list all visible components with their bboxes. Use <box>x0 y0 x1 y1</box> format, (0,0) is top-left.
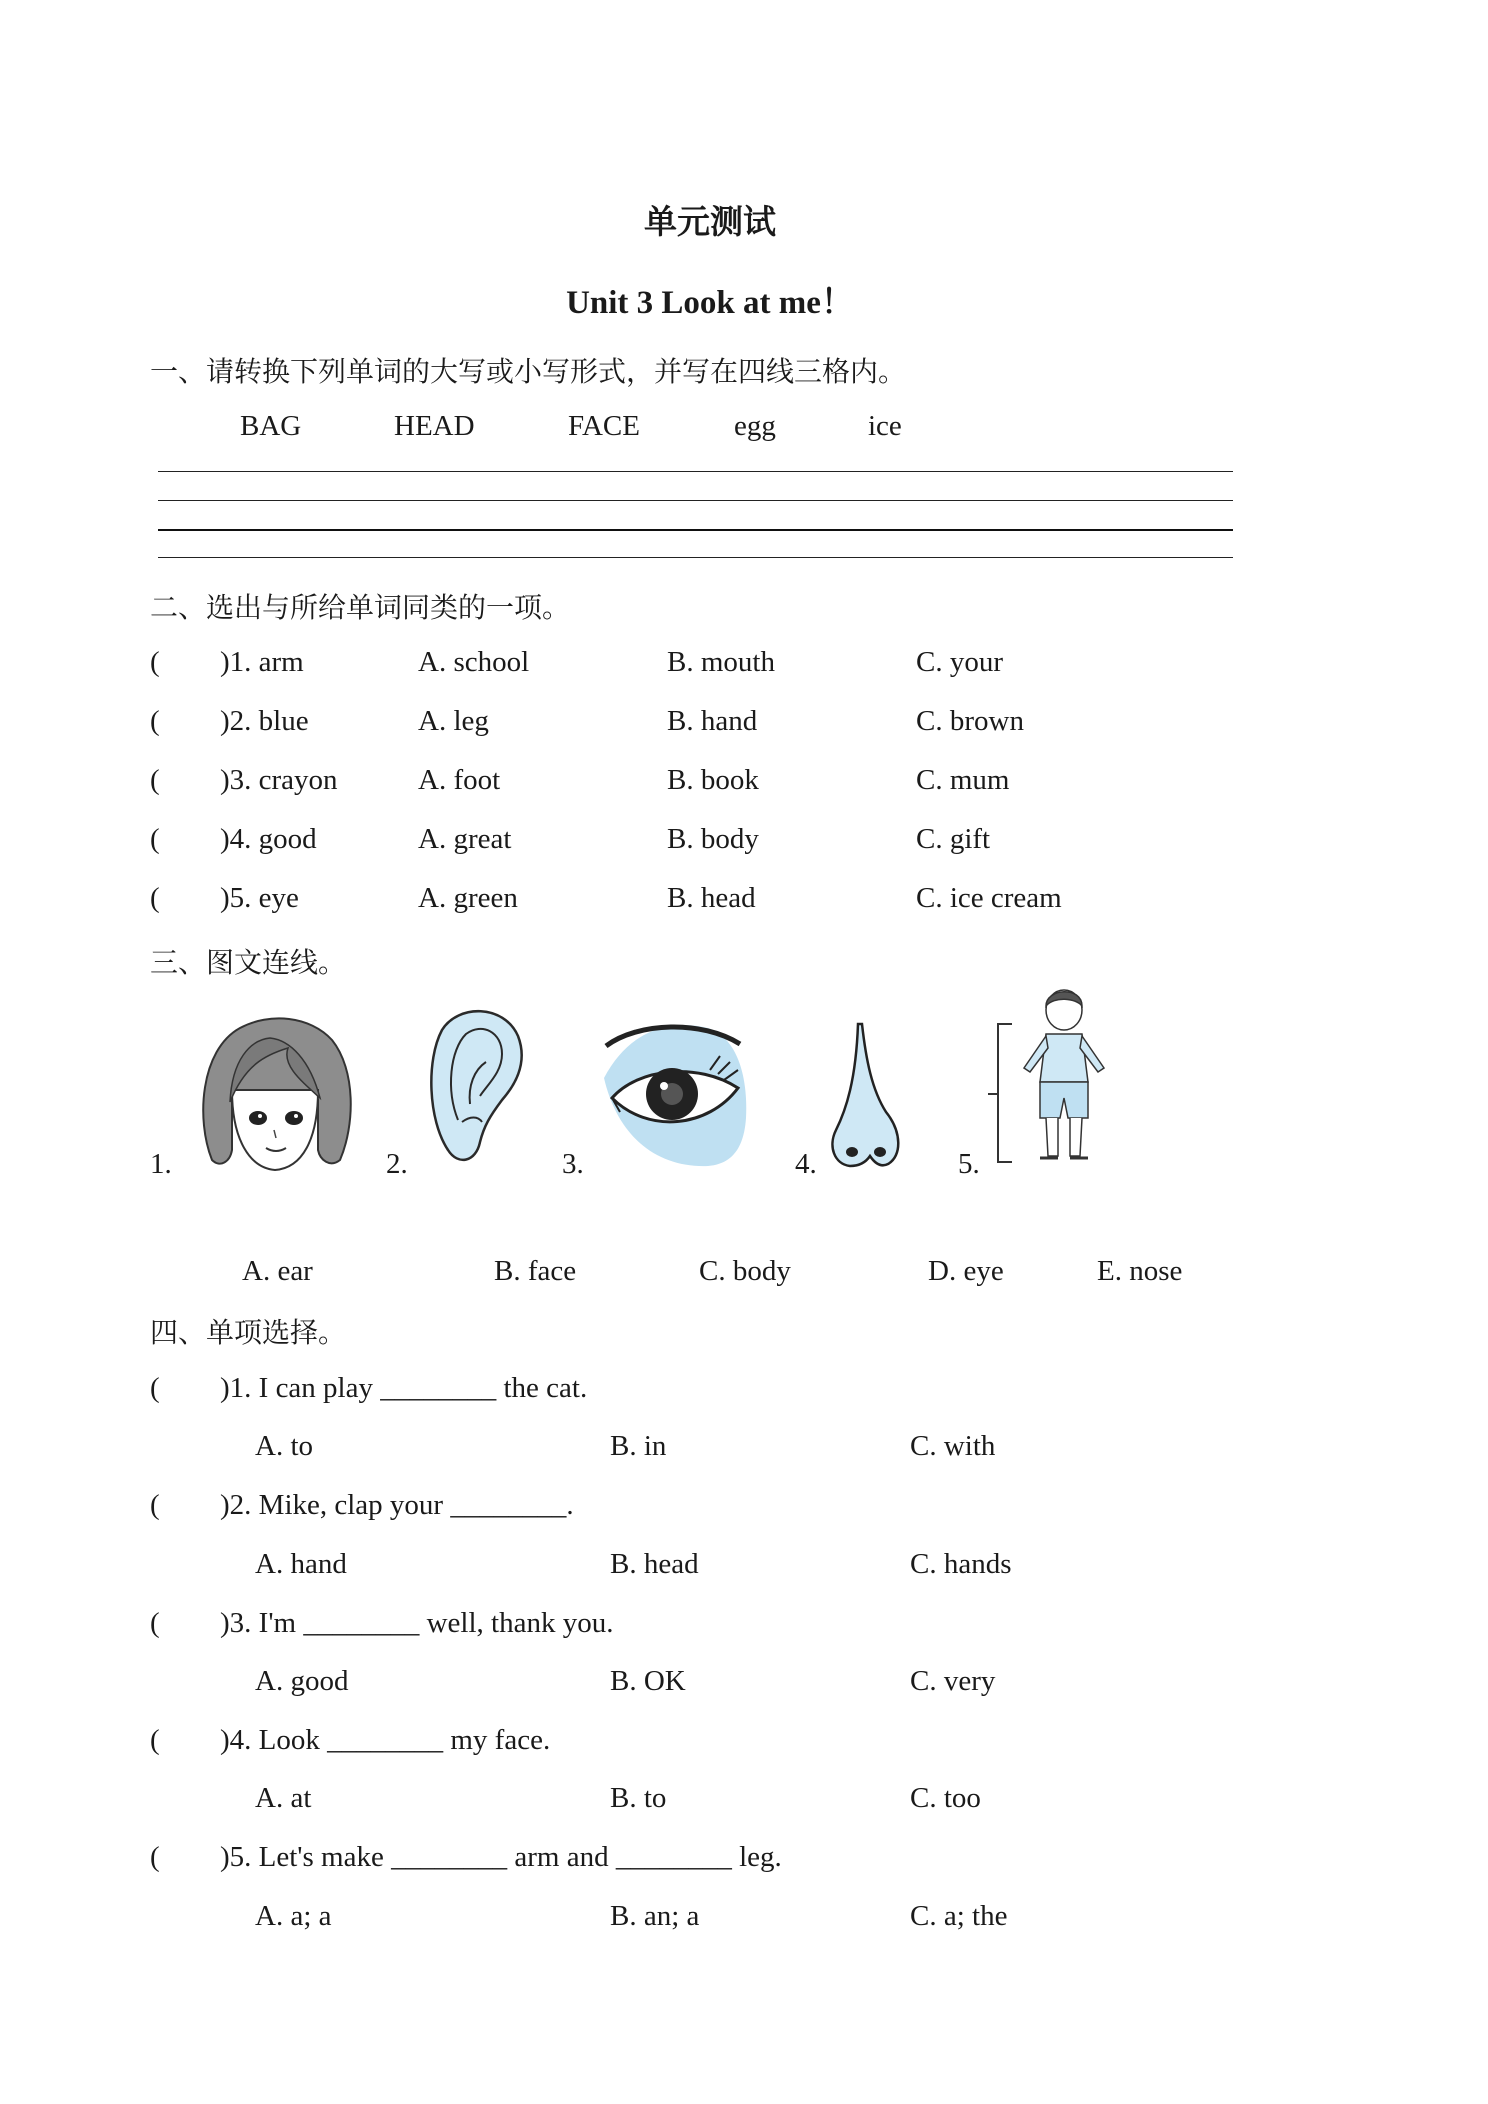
page-title-chinese: 单元测试 <box>644 202 776 241</box>
question-stem: )3. crayon <box>220 764 338 796</box>
picture-number: 4. <box>795 1148 817 1180</box>
option-b: B. head <box>667 882 756 914</box>
part2-heading: 二、选出与所给单词同类的一项。 <box>150 591 571 624</box>
option-b: B. to <box>610 1782 667 1814</box>
option-a: A. hand <box>255 1548 347 1580</box>
part1-word: HEAD <box>394 410 475 442</box>
option-a: A. school <box>418 646 530 678</box>
option-a: A. to <box>255 1430 313 1462</box>
answer-blank[interactable]: ( <box>150 764 160 796</box>
option-b: B. body <box>667 823 759 855</box>
option-b: B. hand <box>667 705 758 737</box>
question-stem: )1. I can play ________ the cat. <box>220 1372 588 1404</box>
part1-word: egg <box>734 410 776 442</box>
picture-number: 5. <box>958 1148 980 1180</box>
option-a: A. great <box>418 823 512 855</box>
ear-picture <box>418 1000 528 1172</box>
question-stem: )2. blue <box>220 705 309 737</box>
option-c: C. your <box>916 646 1003 678</box>
option-b: B. book <box>667 764 759 796</box>
answer-blank[interactable]: ( <box>150 823 160 855</box>
eye-picture <box>598 1018 748 1173</box>
answer-blank[interactable]: ( <box>150 646 160 678</box>
option-a: A. leg <box>418 705 489 737</box>
answer-blank[interactable]: ( <box>150 1489 160 1521</box>
grid-line <box>158 529 1233 531</box>
option-c: C. a; the <box>910 1900 1008 1932</box>
face-picture <box>190 1010 360 1175</box>
grid-line <box>158 500 1233 501</box>
page-title-english: Unit 3 Look at me！ <box>566 285 854 321</box>
part1-heading: 一、请转换下列单词的大写或小写形式，并写在四线三格内。 <box>150 355 907 388</box>
answer-blank[interactable]: ( <box>150 1841 160 1873</box>
question-stem: )4. good <box>220 823 317 855</box>
part1-word: ice <box>868 410 902 442</box>
option-c: C. mum <box>916 764 1010 796</box>
question-stem: )1. arm <box>220 646 304 678</box>
option-b: B. mouth <box>667 646 775 678</box>
option-c: C. hands <box>910 1548 1012 1580</box>
answer-blank[interactable]: ( <box>150 705 160 737</box>
option-a: A. good <box>255 1665 349 1697</box>
part3-heading: 三、图文连线。 <box>150 946 347 979</box>
picture-number: 1. <box>150 1148 172 1180</box>
option-b: B. OK <box>610 1665 686 1697</box>
option-b: B. in <box>610 1430 667 1462</box>
option-c: C. too <box>910 1782 981 1814</box>
option-b: B. head <box>610 1548 699 1580</box>
answer-blank[interactable]: ( <box>150 1607 160 1639</box>
match-option: B. face <box>494 1255 577 1287</box>
part1-word: FACE <box>568 410 640 442</box>
option-a: A. a; a <box>255 1900 332 1932</box>
option-c: C. ice cream <box>916 882 1062 914</box>
option-c: C. very <box>910 1665 996 1697</box>
question-stem: )5. eye <box>220 882 299 914</box>
option-a: A. green <box>418 882 518 914</box>
option-c: C. gift <box>916 823 991 855</box>
part4-heading: 四、单项选择。 <box>150 1316 347 1349</box>
option-a: A. at <box>255 1782 312 1814</box>
answer-blank[interactable]: ( <box>150 882 160 914</box>
option-b: B. an; a <box>610 1900 700 1932</box>
option-c: C. with <box>910 1430 996 1462</box>
grid-line <box>158 557 1233 558</box>
option-c: C. brown <box>916 705 1024 737</box>
body-picture <box>988 982 1128 1174</box>
answer-blank[interactable]: ( <box>150 1372 160 1404</box>
question-stem: )4. Look ________ my face. <box>220 1724 551 1756</box>
answer-blank[interactable]: ( <box>150 1724 160 1756</box>
question-stem: )2. Mike, clap your ________. <box>220 1489 574 1521</box>
match-option: E. nose <box>1097 1255 1183 1287</box>
match-option: D. eye <box>928 1255 1004 1287</box>
option-a: A. foot <box>418 764 501 796</box>
part1-word: BAG <box>240 410 302 442</box>
nose-picture <box>826 1020 906 1172</box>
picture-number: 2. <box>386 1148 408 1180</box>
question-stem: )5. Let's make ________ arm and ________ leg. <box>220 1841 782 1873</box>
grid-line <box>158 471 1233 472</box>
match-option: A. ear <box>242 1255 313 1287</box>
picture-number: 3. <box>562 1148 584 1180</box>
question-stem: )3. I'm ________ well, thank you. <box>220 1607 614 1639</box>
match-option: C. body <box>699 1255 791 1287</box>
